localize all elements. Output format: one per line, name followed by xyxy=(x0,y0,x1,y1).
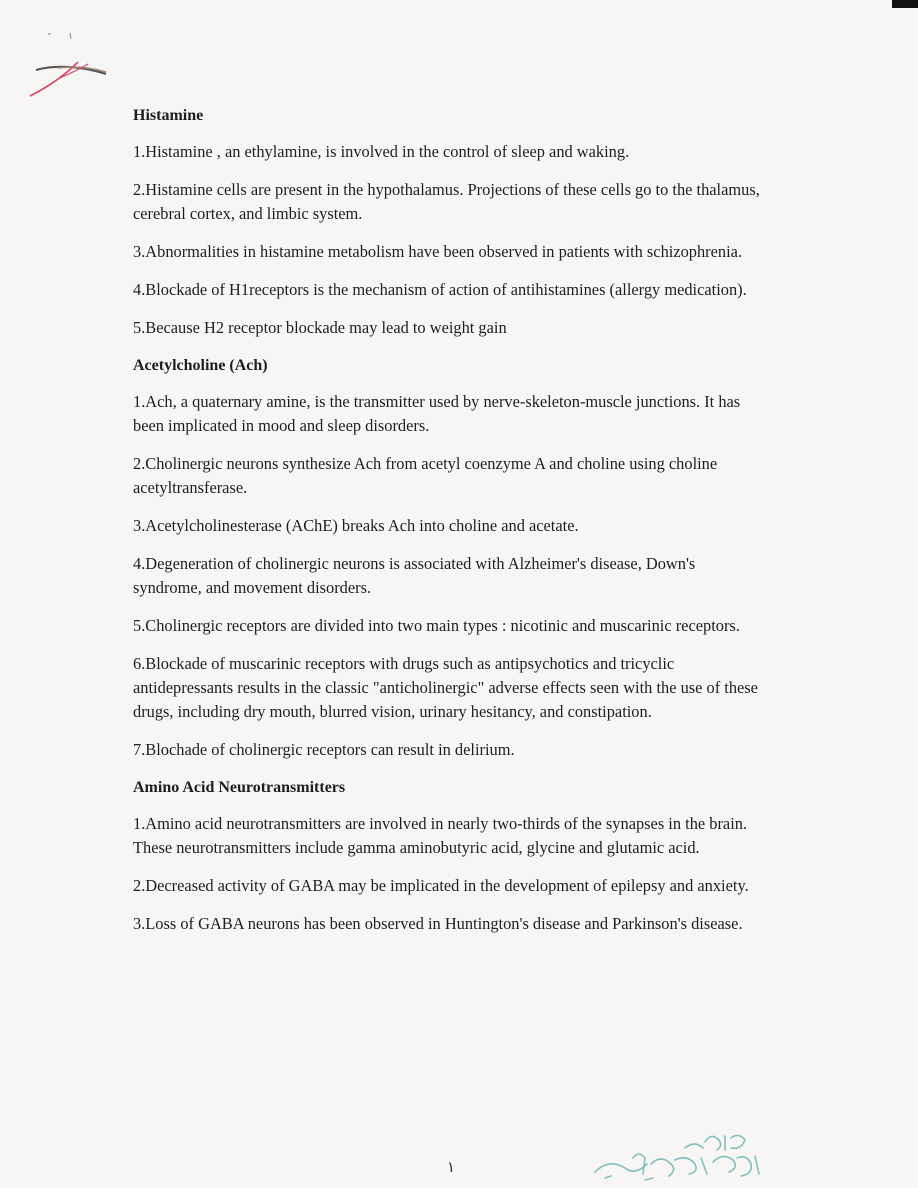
paragraph: 5.Because H2 receptor blockade may lead to weight gain xyxy=(133,318,507,337)
paragraph: 1.Ach, a quaternary amine, is the transmitter used by nerve-skeleton-muscle junctions. It has been implicated in mood and sleep disorders. xyxy=(133,392,741,435)
page-number: ١ xyxy=(447,1158,456,1176)
paragraph: 4.Degeneration of cholinergic neurons is associated with Alzheimer's disease, Down's syndrome, and movement disorders. xyxy=(133,554,696,597)
paragraph: 7.Blochade of cholinergic receptors can result in delirium. xyxy=(133,740,515,759)
section-histamine xyxy=(133,104,763,340)
corner-pen-mark-icon xyxy=(28,28,118,108)
document-body xyxy=(133,104,763,950)
paragraph: 2.Histamine cells are present in the hypothalamus. Projections of these cells go to the thalamus, cerebral cortex, and limbic system. xyxy=(133,180,760,223)
paragraph: 2.Decreased activity of GABA may be implicated in the development of epilepsy and anxiety. xyxy=(133,876,749,895)
scan-edge-artifact xyxy=(892,0,918,8)
section-amino-acid-neurotransmitters xyxy=(133,776,763,936)
paragraph: 2.Cholinergic neurons synthesize Ach from acetyl coenzyme A and choline using choline acetyltransferase. xyxy=(133,454,718,497)
section-heading: Amino Acid Neurotransmitters xyxy=(133,779,346,796)
section-heading: Acetylcholine (Ach) xyxy=(133,357,268,374)
paragraph: 1.Histamine , an ethylamine, is involved in the control of sleep and waking. xyxy=(133,142,630,161)
paragraph: 5.Cholinergic receptors are divided into two main types : nicotinic and muscarinic receptors. xyxy=(133,616,740,635)
paragraph: 6.Blockade of muscarinic receptors with drugs such as antipsychotics and tricyclic antidepressants results in the classic "anticholinergic" adverse effects seen with the use of these drugs, including dry mouth, blurred vision, urinary hesitancy, and constipation. xyxy=(133,654,758,721)
section-acetylcholine xyxy=(133,354,763,762)
paragraph: 4.Blockade of H1receptors is the mechanism of action of antihistamines (allergy medication). xyxy=(133,280,747,299)
paragraph: 3.Loss of GABA neurons has been observed in Huntington's disease and Parkinson's disease. xyxy=(133,914,743,933)
section-heading: Histamine xyxy=(133,107,204,124)
paragraph: 3.Abnormalities in histamine metabolism have been observed in patients with schizophrenia. xyxy=(133,242,743,261)
handwritten-signature-stamp xyxy=(585,1128,775,1186)
paragraph: 1.Amino acid neurotransmitters are involved in nearly two-thirds of the synapses in the brain. These neurotransmitters include gamma aminobutyric acid, glycine and glutamic acid. xyxy=(133,814,748,857)
paragraph: 3.Acetylcholinesterase (AChE) breaks Ach into choline and acetate. xyxy=(133,516,579,535)
